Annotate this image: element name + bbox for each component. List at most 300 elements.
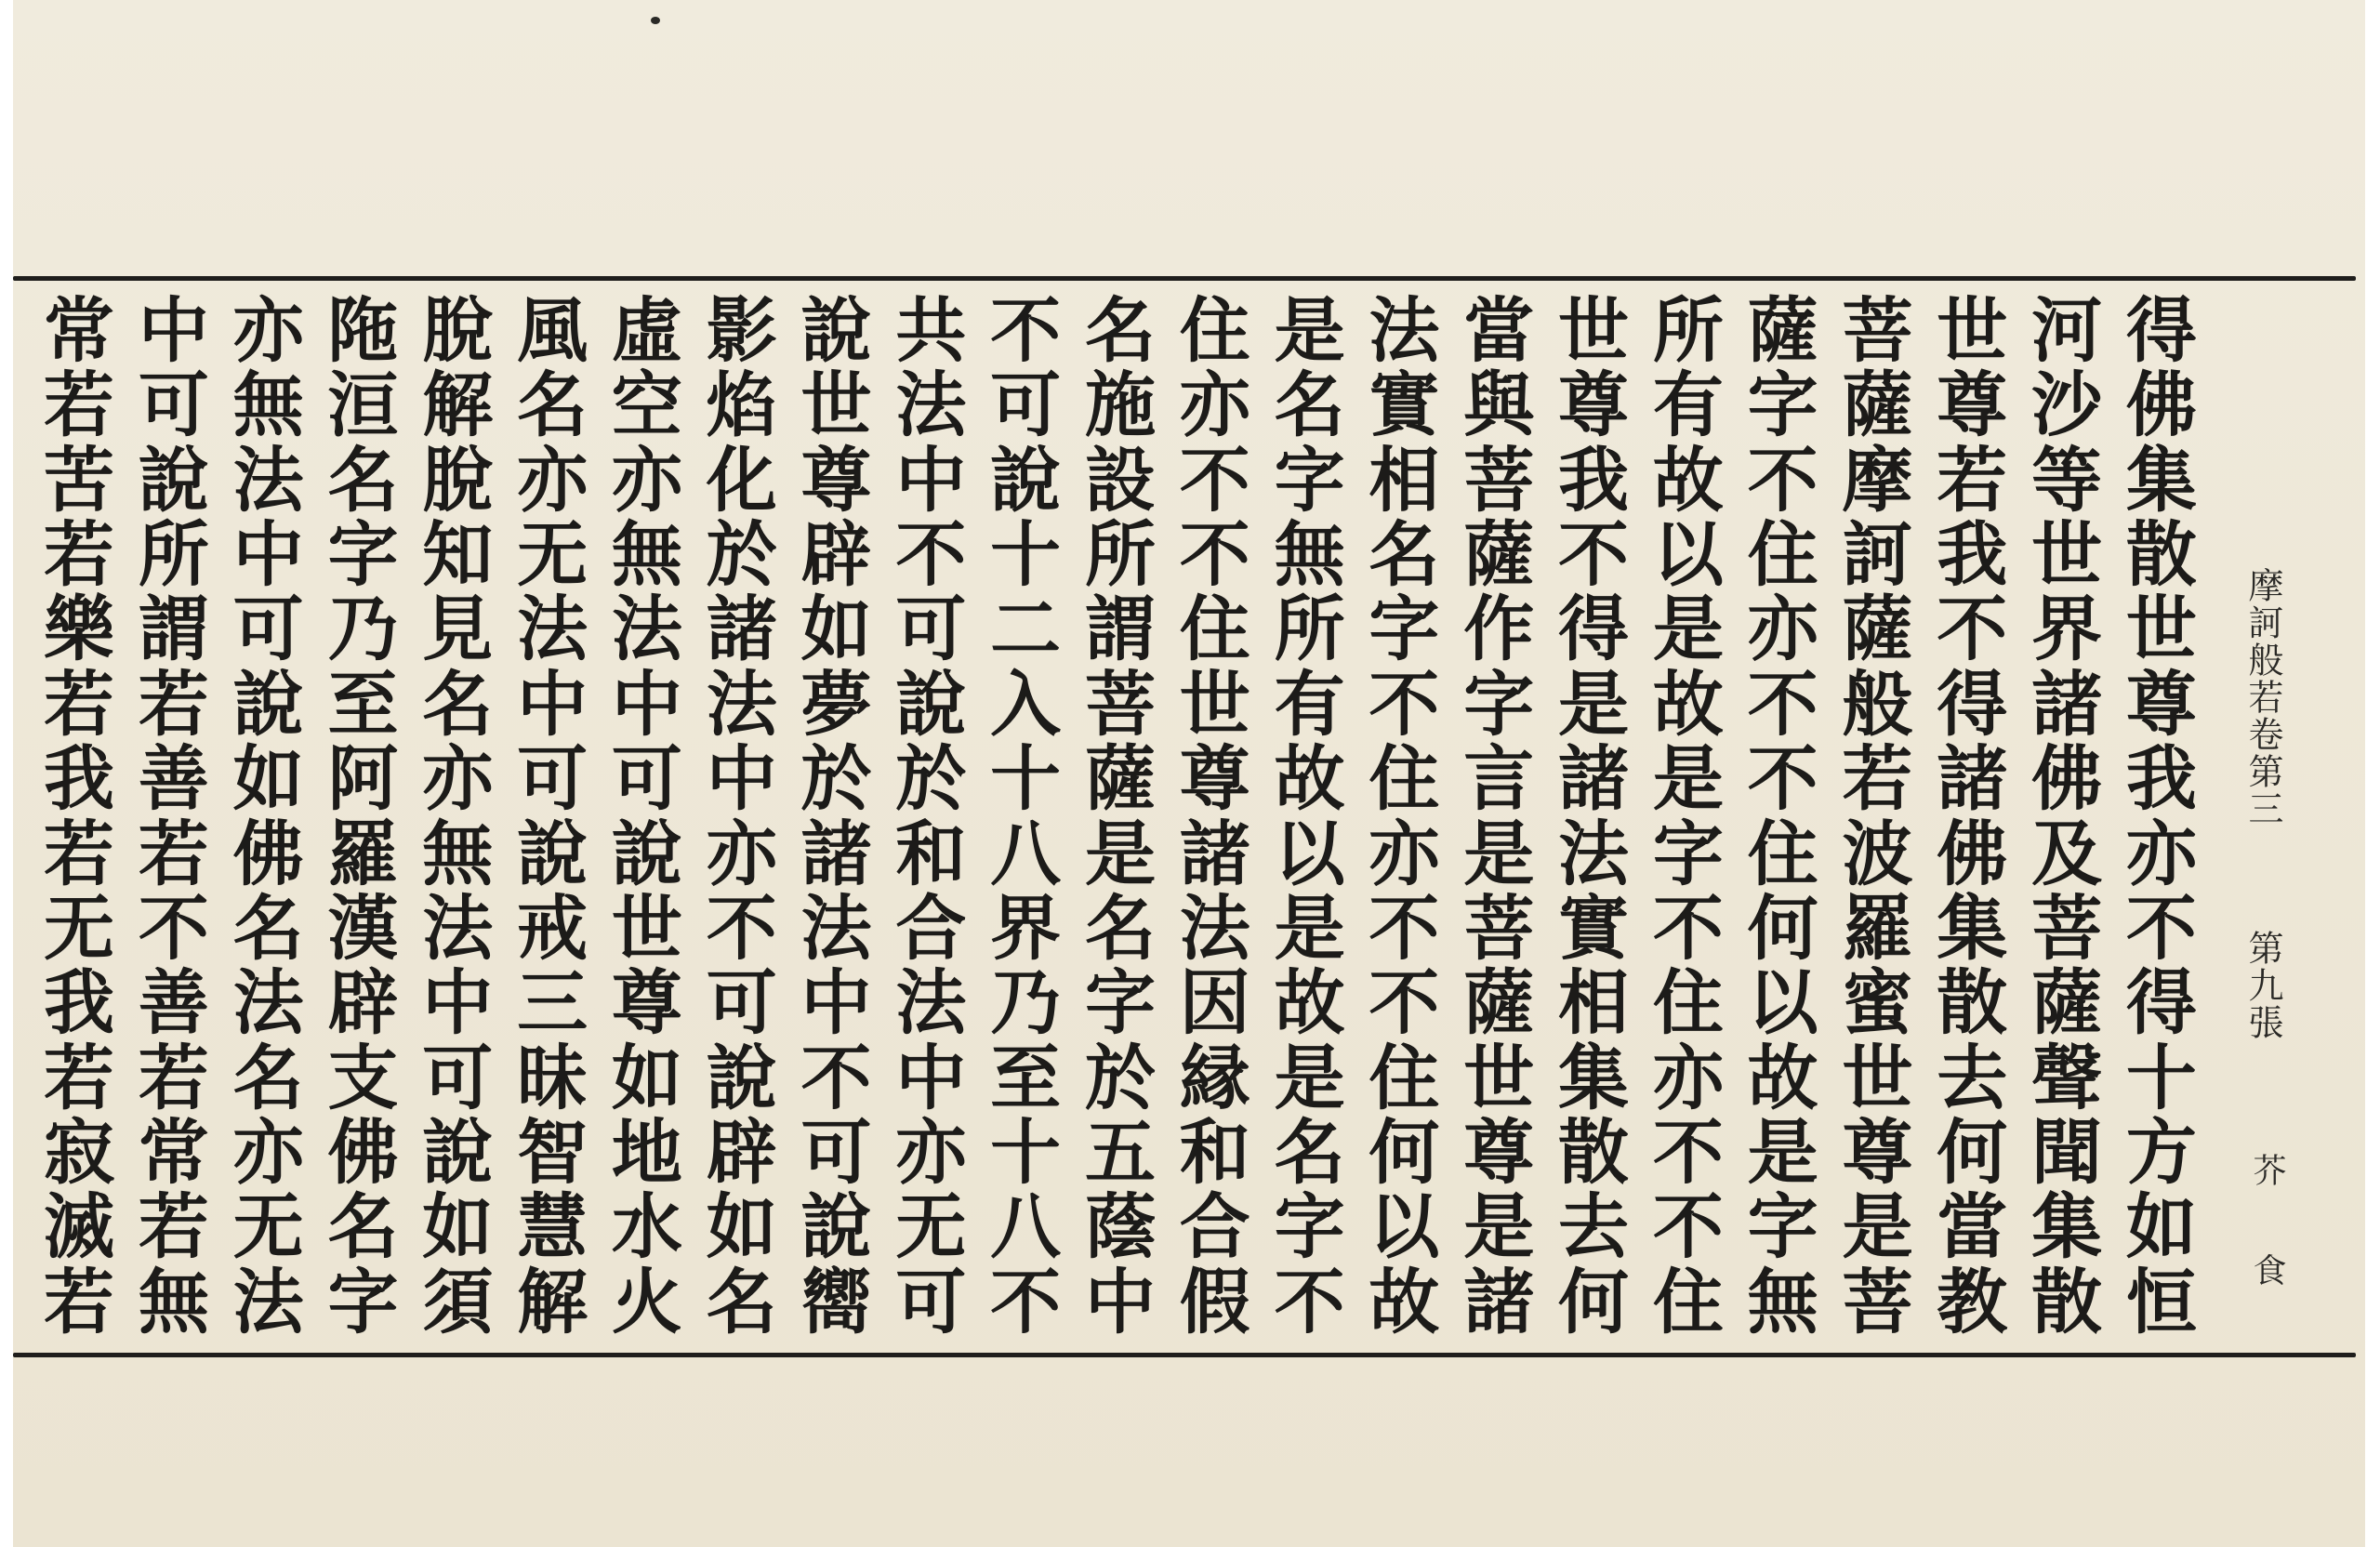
glyph: 故: [1652, 662, 1724, 746]
glyph: 无: [895, 1185, 967, 1269]
glyph: 若: [138, 1185, 209, 1269]
glyph: 我: [44, 961, 114, 1045]
glyph: 謂: [138, 588, 209, 671]
glyph: 是: [1274, 886, 1345, 970]
glyph: 亦: [895, 1110, 967, 1194]
glyph: 名: [1274, 364, 1345, 447]
glyph: 是: [1084, 812, 1156, 895]
glyph: 亦: [706, 812, 777, 895]
glyph: 名: [232, 886, 304, 970]
glyph: 當: [1937, 1185, 2008, 1269]
glyph: 昧: [517, 1036, 588, 1119]
glyph: 慧: [517, 1185, 588, 1269]
glyph: 得: [2125, 961, 2197, 1045]
glyph: 和: [1179, 1110, 1250, 1194]
glyph: 集: [1558, 1036, 1629, 1119]
glyph: 無: [232, 364, 304, 447]
glyph: 法: [895, 961, 967, 1045]
glyph: 不: [1368, 961, 1440, 1045]
glyph: 不: [1652, 1110, 1724, 1194]
glyph: 不: [1368, 662, 1440, 746]
glyph: 風: [517, 289, 588, 372]
glyph: 尊: [800, 438, 872, 522]
glyph: 法: [800, 886, 872, 970]
glyph: 住: [1652, 1260, 1724, 1343]
glyph: 羅: [1842, 886, 1913, 970]
glyph: 名: [422, 662, 494, 746]
glyph: 漢: [327, 886, 399, 970]
glyph: 嚮: [800, 1260, 872, 1343]
glyph: 假: [1179, 1260, 1250, 1343]
glyph: 支: [327, 1036, 399, 1119]
glyph: 法: [611, 588, 682, 671]
glyph: 不: [1179, 438, 1250, 522]
glyph: 若: [1842, 737, 1913, 821]
glyph: 於: [895, 737, 967, 821]
glyph: 中: [895, 1036, 967, 1119]
glyph: 世: [1842, 1036, 1913, 1119]
glyph: 故: [1747, 1036, 1818, 1119]
glyph: 見: [422, 588, 494, 671]
glyph: 說: [990, 438, 1062, 522]
glyph: 羅: [327, 812, 399, 895]
glyph: 中: [232, 513, 304, 597]
glyph: 等: [2031, 438, 2103, 522]
glyph: 與: [1463, 364, 1535, 447]
glyph: 不: [1652, 1185, 1724, 1269]
glyph: 是: [1652, 737, 1724, 821]
glyph: 所: [1084, 513, 1156, 597]
glyph: 字: [327, 513, 399, 597]
glyph: 故: [1652, 438, 1724, 522]
glyph: 字: [1652, 812, 1724, 895]
glyph: 說: [517, 812, 588, 895]
glyph: 可: [422, 1036, 494, 1119]
glyph: 不: [706, 886, 777, 970]
glyph: 乃: [327, 588, 399, 671]
glyph: 善: [138, 737, 209, 821]
glyph: 法: [895, 364, 967, 447]
glyph: 世: [1558, 289, 1629, 372]
glyph: 相: [1368, 438, 1440, 522]
glyph: 尊: [1558, 364, 1629, 447]
glyph: 樂: [44, 588, 114, 671]
glyph: 解: [517, 1260, 588, 1343]
glyph: 薩: [1463, 513, 1535, 597]
glyph: 所: [1652, 289, 1724, 372]
glyph: 不: [1368, 886, 1440, 970]
glyph: 以: [1747, 961, 1818, 1045]
glyph: 五: [1084, 1110, 1156, 1194]
text-column: [2025, 289, 2109, 1343]
glyph: 滅: [44, 1185, 114, 1269]
glyph: 界: [2031, 588, 2103, 671]
glyph: 辟: [706, 1110, 777, 1194]
glyph: 法: [1558, 812, 1629, 895]
glyph: 可: [800, 1110, 872, 1194]
glyph: 亦: [611, 438, 682, 522]
glyph: 空: [611, 364, 682, 447]
glyph: 不: [1747, 662, 1818, 746]
glyph: 何: [1558, 1260, 1629, 1343]
glyph: 說: [895, 662, 967, 746]
glyph: 尊: [2125, 662, 2197, 746]
glyph: 不: [1747, 438, 1818, 522]
glyph: 陁: [327, 289, 399, 372]
glyph: 於: [706, 513, 777, 597]
glyph: 和: [895, 812, 967, 895]
glyph: 集: [1937, 886, 2008, 970]
glyph: 十: [2125, 1036, 2197, 1119]
glyph: 中: [706, 737, 777, 821]
glyph: 不: [1937, 588, 2008, 671]
glyph: 常: [44, 289, 114, 372]
text-column: [605, 289, 689, 1343]
glyph: 蜜: [1842, 961, 1913, 1045]
glyph: 不: [1558, 513, 1629, 597]
glyph: 字: [1463, 662, 1535, 746]
text-column: [795, 289, 879, 1343]
glyph: 蔭: [1084, 1185, 1156, 1269]
glyph: 亦: [232, 1110, 304, 1194]
glyph: 若: [138, 662, 209, 746]
glyph: 可: [232, 588, 304, 671]
glyph: 無: [422, 812, 494, 895]
text-column: [227, 289, 311, 1343]
glyph: 世: [1937, 289, 2008, 372]
glyph: 至: [990, 1036, 1062, 1119]
glyph: 作: [1463, 588, 1535, 671]
glyph: 以: [1652, 513, 1724, 597]
glyph: 合: [895, 886, 967, 970]
text-column: [700, 289, 784, 1343]
glyph: 十: [990, 1110, 1062, 1194]
glyph: 無: [611, 513, 682, 597]
glyph: 有: [1274, 662, 1345, 746]
glyph: 實: [1368, 364, 1440, 447]
glyph: 若: [44, 1260, 114, 1343]
glyph: 字: [1274, 438, 1345, 522]
glyph: 實: [1558, 886, 1629, 970]
glyph: 我: [1558, 438, 1629, 522]
glyph: 法: [706, 662, 777, 746]
glyph: 無: [1747, 1260, 1818, 1343]
glyph: 集: [2031, 1185, 2103, 1269]
glyph: 施: [1084, 364, 1156, 447]
glyph: 諸: [1463, 1260, 1535, 1343]
glyph: 住: [1179, 289, 1250, 372]
glyph: 諸: [1937, 737, 2008, 821]
glyph: 諸: [800, 812, 872, 895]
glyph: 若: [44, 662, 114, 746]
glyph: 法: [1179, 886, 1250, 970]
glyph: 散: [1558, 1110, 1629, 1194]
margin-title: 摩訶般若卷第三: [2242, 567, 2283, 827]
glyph: 相: [1558, 961, 1629, 1045]
glyph: 諸: [2031, 662, 2103, 746]
glyph: 是: [1747, 1110, 1818, 1194]
glyph: 去: [1937, 1036, 2008, 1119]
glyph: 法: [517, 588, 588, 671]
glyph: 十: [990, 513, 1062, 597]
glyph: 諸: [1558, 737, 1629, 821]
glyph: 謂: [1084, 588, 1156, 671]
glyph: 何: [1937, 1110, 2008, 1194]
glyph: 何: [1747, 886, 1818, 970]
glyph: 不: [990, 289, 1062, 372]
glyph: 聞: [2031, 1110, 2103, 1194]
glyph: 於: [800, 737, 872, 821]
glyph: 名: [1084, 886, 1156, 970]
glyph: 諸: [1179, 812, 1250, 895]
glyph: 說: [422, 1110, 494, 1194]
text-column: [1930, 289, 2014, 1343]
glyph: 縁: [1179, 1036, 1250, 1119]
glyph: 字: [327, 1260, 399, 1343]
glyph: 夢: [800, 662, 872, 746]
text-column: [1741, 289, 1825, 1343]
glyph: 故: [1274, 961, 1345, 1045]
glyph: 當: [1463, 289, 1535, 372]
glyph: 是: [1558, 662, 1629, 746]
glyph: 可: [138, 364, 209, 447]
glyph: 字: [1368, 588, 1440, 671]
glyph: 不: [990, 1260, 1062, 1343]
glyph: 所: [138, 513, 209, 597]
glyph: 至: [327, 662, 399, 746]
glyph: 佛: [327, 1110, 399, 1194]
glyph: 設: [1084, 438, 1156, 522]
glyph: 有: [1652, 364, 1724, 447]
glyph: 水: [611, 1185, 682, 1269]
glyph: 佛: [2031, 737, 2103, 821]
glyph: 以: [1368, 1185, 1440, 1269]
text-column: [1457, 289, 1540, 1343]
glyph: 名: [1084, 289, 1156, 372]
glyph: 可: [990, 364, 1062, 447]
glyph: 中: [611, 662, 682, 746]
glyph: 言: [1463, 737, 1535, 821]
glyph: 不: [2125, 886, 2197, 970]
glyph: 法: [232, 1260, 304, 1343]
glyph: 化: [706, 438, 777, 522]
glyph: 名: [327, 438, 399, 522]
glyph: 住: [1652, 961, 1724, 1045]
glyph: 亦: [517, 438, 588, 522]
glyph: 說: [800, 1185, 872, 1269]
glyph: 薩: [1463, 961, 1535, 1045]
glyph: 因: [1179, 961, 1250, 1045]
glyph: 共: [895, 289, 967, 372]
glyph: 法: [232, 961, 304, 1045]
glyph: 是: [1463, 812, 1535, 895]
glyph: 是: [1274, 1036, 1345, 1119]
glyph: 是: [1274, 289, 1345, 372]
glyph: 集: [2125, 438, 2197, 522]
glyph: 尊: [1937, 364, 2008, 447]
glyph: 世: [1463, 1036, 1535, 1119]
glyph: 脫: [422, 438, 494, 522]
glyph: 世: [1179, 662, 1250, 746]
glyph: 字: [1274, 1185, 1345, 1269]
glyph: 八: [990, 812, 1062, 895]
glyph: 摩: [1842, 438, 1913, 522]
glyph: 尊: [1179, 737, 1250, 821]
glyph: 若: [138, 812, 209, 895]
glyph: 故: [1368, 1260, 1440, 1343]
glyph: 薩: [1842, 364, 1913, 447]
glyph: 佛: [232, 812, 304, 895]
glyph: 世: [2125, 588, 2197, 671]
glyph: 薩: [1747, 289, 1818, 372]
glyph: 住: [1368, 1036, 1440, 1119]
glyph: 世: [611, 886, 682, 970]
glyph: 可: [895, 1260, 967, 1343]
glyph: 諸: [706, 588, 777, 671]
text-column: [510, 289, 594, 1343]
text-column: [1362, 289, 1446, 1343]
glyph: 中: [138, 289, 209, 372]
glyph: 須: [422, 1260, 494, 1343]
text-column: [1173, 289, 1257, 1343]
glyph: 尊: [1842, 1110, 1913, 1194]
glyph: 無: [1274, 513, 1345, 597]
glyph: 是: [1652, 588, 1724, 671]
text-column: [889, 289, 972, 1343]
glyph: 菩: [1463, 438, 1535, 522]
glyph: 散: [1937, 961, 2008, 1045]
glyph: 說: [611, 812, 682, 895]
glyph: 虛: [611, 289, 682, 372]
glyph: 菩: [1842, 289, 1913, 372]
text-column: [1835, 289, 1919, 1343]
glyph: 法: [1368, 289, 1440, 372]
glyph: 八: [990, 1185, 1062, 1269]
glyph: 般: [1842, 662, 1913, 746]
glyph: 合: [1179, 1185, 1250, 1269]
text-column: [37, 289, 121, 1343]
glyph: 所: [1274, 588, 1345, 671]
glyph: 不: [1652, 886, 1724, 970]
text-column: [321, 289, 404, 1343]
glyph: 得: [1558, 588, 1629, 671]
glyph: 不: [1747, 737, 1818, 821]
glyph: 佛: [1937, 812, 2008, 895]
glyph: 可: [895, 588, 967, 671]
glyph: 聲: [2031, 1036, 2103, 1119]
glyph: 住: [1747, 812, 1818, 895]
glyph: 若: [1937, 438, 2008, 522]
text-column: [1646, 289, 1730, 1343]
text-column: [1078, 289, 1162, 1343]
glyph: 及: [2031, 812, 2103, 895]
glyph: 故: [1274, 737, 1345, 821]
glyph: 如: [706, 1185, 777, 1269]
glyph: 亦: [1747, 588, 1818, 671]
bottom-border-rule: [13, 1353, 2356, 1357]
glyph: 名: [232, 1036, 304, 1119]
glyph: 沙: [2031, 364, 2103, 447]
glyph: 於: [1084, 1036, 1156, 1119]
glyph: 亦: [422, 737, 494, 821]
glyph: 界: [990, 886, 1062, 970]
glyph: 是: [1842, 1185, 1913, 1269]
glyph: 中: [422, 961, 494, 1045]
glyph: 若: [44, 513, 114, 597]
glyph: 世: [2031, 513, 2103, 597]
glyph: 住: [1179, 588, 1250, 671]
glyph: 地: [611, 1110, 682, 1194]
glyph: 洹: [327, 364, 399, 447]
glyph: 不: [895, 513, 967, 597]
glyph: 說: [232, 662, 304, 746]
text-column: [984, 289, 1067, 1343]
glyph: 散: [2125, 513, 2197, 597]
glyph: 无: [517, 513, 588, 597]
glyph: 散: [2031, 1260, 2103, 1343]
glyph: 是: [1463, 1185, 1535, 1269]
glyph: 中: [517, 662, 588, 746]
glyph: 解: [422, 364, 494, 447]
glyph: 若: [44, 812, 114, 895]
glyph: 名: [517, 364, 588, 447]
glyph: 我: [1937, 513, 2008, 597]
glyph: 名: [706, 1260, 777, 1343]
margin-carver-mark: 芥 食: [2248, 1153, 2286, 1315]
glyph: 訶: [1842, 513, 1913, 597]
glyph: 我: [44, 737, 114, 821]
glyph: 辟: [800, 513, 872, 597]
glyph: 亦: [2125, 812, 2197, 895]
ink-speck: [651, 17, 660, 24]
glyph: 如: [422, 1185, 494, 1269]
glyph: 不: [800, 1036, 872, 1119]
glyph: 尊: [611, 961, 682, 1045]
glyph: 中: [1084, 1260, 1156, 1343]
glyph: 如: [800, 588, 872, 671]
glyph: 善: [138, 961, 209, 1045]
glyph: 波: [1842, 812, 1913, 895]
glyph: 阿: [327, 737, 399, 821]
glyph: 乃: [990, 961, 1062, 1045]
glyph: 薩: [1842, 588, 1913, 671]
glyph: 名: [327, 1185, 399, 1269]
text-column: [2120, 289, 2203, 1343]
glyph: 可: [611, 737, 682, 821]
glyph: 若: [44, 1036, 114, 1119]
glyph: 中: [895, 438, 967, 522]
glyph: 如: [232, 737, 304, 821]
glyph: 戒: [517, 886, 588, 970]
glyph: 恒: [2125, 1260, 2197, 1343]
glyph: 菩: [1842, 1260, 1913, 1343]
glyph: 无: [44, 886, 114, 970]
glyph: 寂: [44, 1110, 114, 1194]
glyph: 菩: [1084, 662, 1156, 746]
glyph: 薩: [1084, 737, 1156, 821]
glyph: 我: [2125, 737, 2197, 821]
glyph: 亦: [1179, 364, 1250, 447]
glyph: 河: [2031, 289, 2103, 372]
glyph: 說: [138, 438, 209, 522]
glyph: 不: [138, 886, 209, 970]
glyph: 知: [422, 513, 494, 597]
glyph: 字: [1084, 961, 1156, 1045]
glyph: 中: [800, 961, 872, 1045]
glyph: 法: [422, 886, 494, 970]
glyph: 影: [706, 289, 777, 372]
glyph: 常: [138, 1110, 209, 1194]
